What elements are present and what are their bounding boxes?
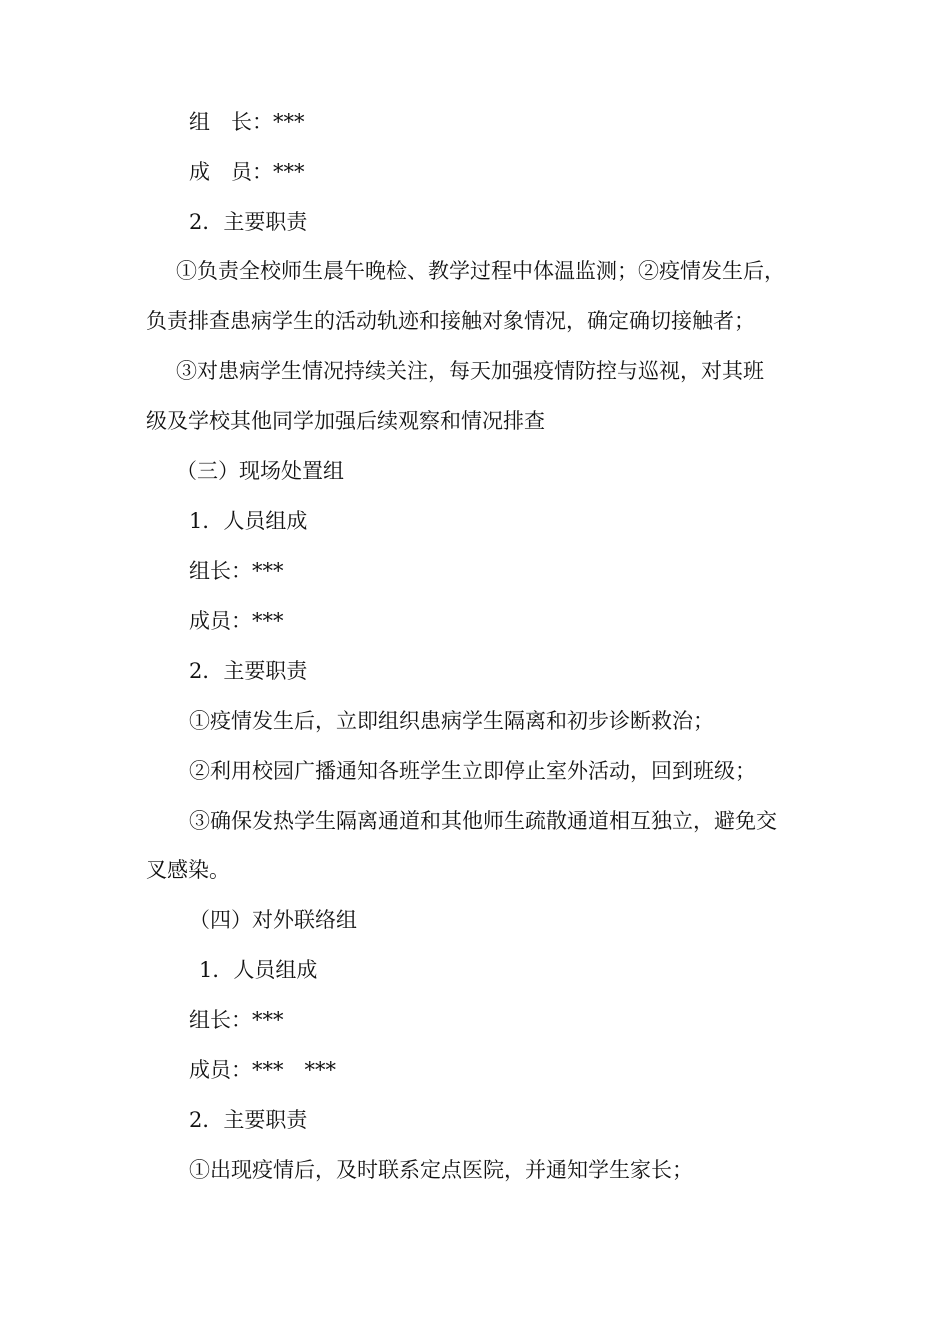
subsection-heading: （四）对外联络组 bbox=[189, 908, 357, 932]
paragraph-line: ①负责全校师生晨午晚检、教学过程中体温监测；②疫情发生后， bbox=[176, 259, 785, 283]
section-heading: 2．主要职责 bbox=[189, 1108, 308, 1132]
paragraph-line: ③对患病学生情况持续关注，每天加强疫情防控与巡视，对其班 bbox=[176, 359, 764, 383]
paragraph-line: ①疫情发生后，立即组织患病学生隔离和初步诊断救治； bbox=[189, 709, 714, 733]
paragraph-line: ①出现疫情后，及时联系定点医院，并通知学生家长； bbox=[189, 1158, 693, 1182]
group-leader-line: 组长：*** bbox=[189, 1008, 284, 1032]
paragraph-line: 级及学校其他同学加强后续观察和情况排查 bbox=[146, 409, 545, 433]
group-leader-line: 组长：*** bbox=[189, 559, 284, 583]
section-heading: 1．人员组成 bbox=[189, 509, 308, 533]
group-member-line: 成员：*** bbox=[189, 609, 284, 633]
section-heading: 1．人员组成 bbox=[199, 958, 318, 982]
paragraph-line: ③确保发热学生隔离通道和其他师生疏散通道相互独立，避免交 bbox=[189, 809, 777, 833]
paragraph-line: 叉感染。 bbox=[146, 858, 230, 882]
paragraph-line: 负责排查患病学生的活动轨迹和接触对象情况，确定确切接触者； bbox=[146, 309, 755, 333]
section-heading: 2．主要职责 bbox=[189, 659, 308, 683]
group-member-line: 成 员：*** bbox=[189, 160, 305, 184]
group-leader-line: 组 长：*** bbox=[189, 110, 305, 134]
section-heading: 2．主要职责 bbox=[189, 210, 308, 234]
group-member-line: 成员：*** *** bbox=[189, 1058, 336, 1082]
subsection-heading: （三）现场处置组 bbox=[176, 459, 344, 483]
paragraph-line: ②利用校园广播通知各班学生立即停止室外活动，回到班级； bbox=[189, 759, 756, 783]
